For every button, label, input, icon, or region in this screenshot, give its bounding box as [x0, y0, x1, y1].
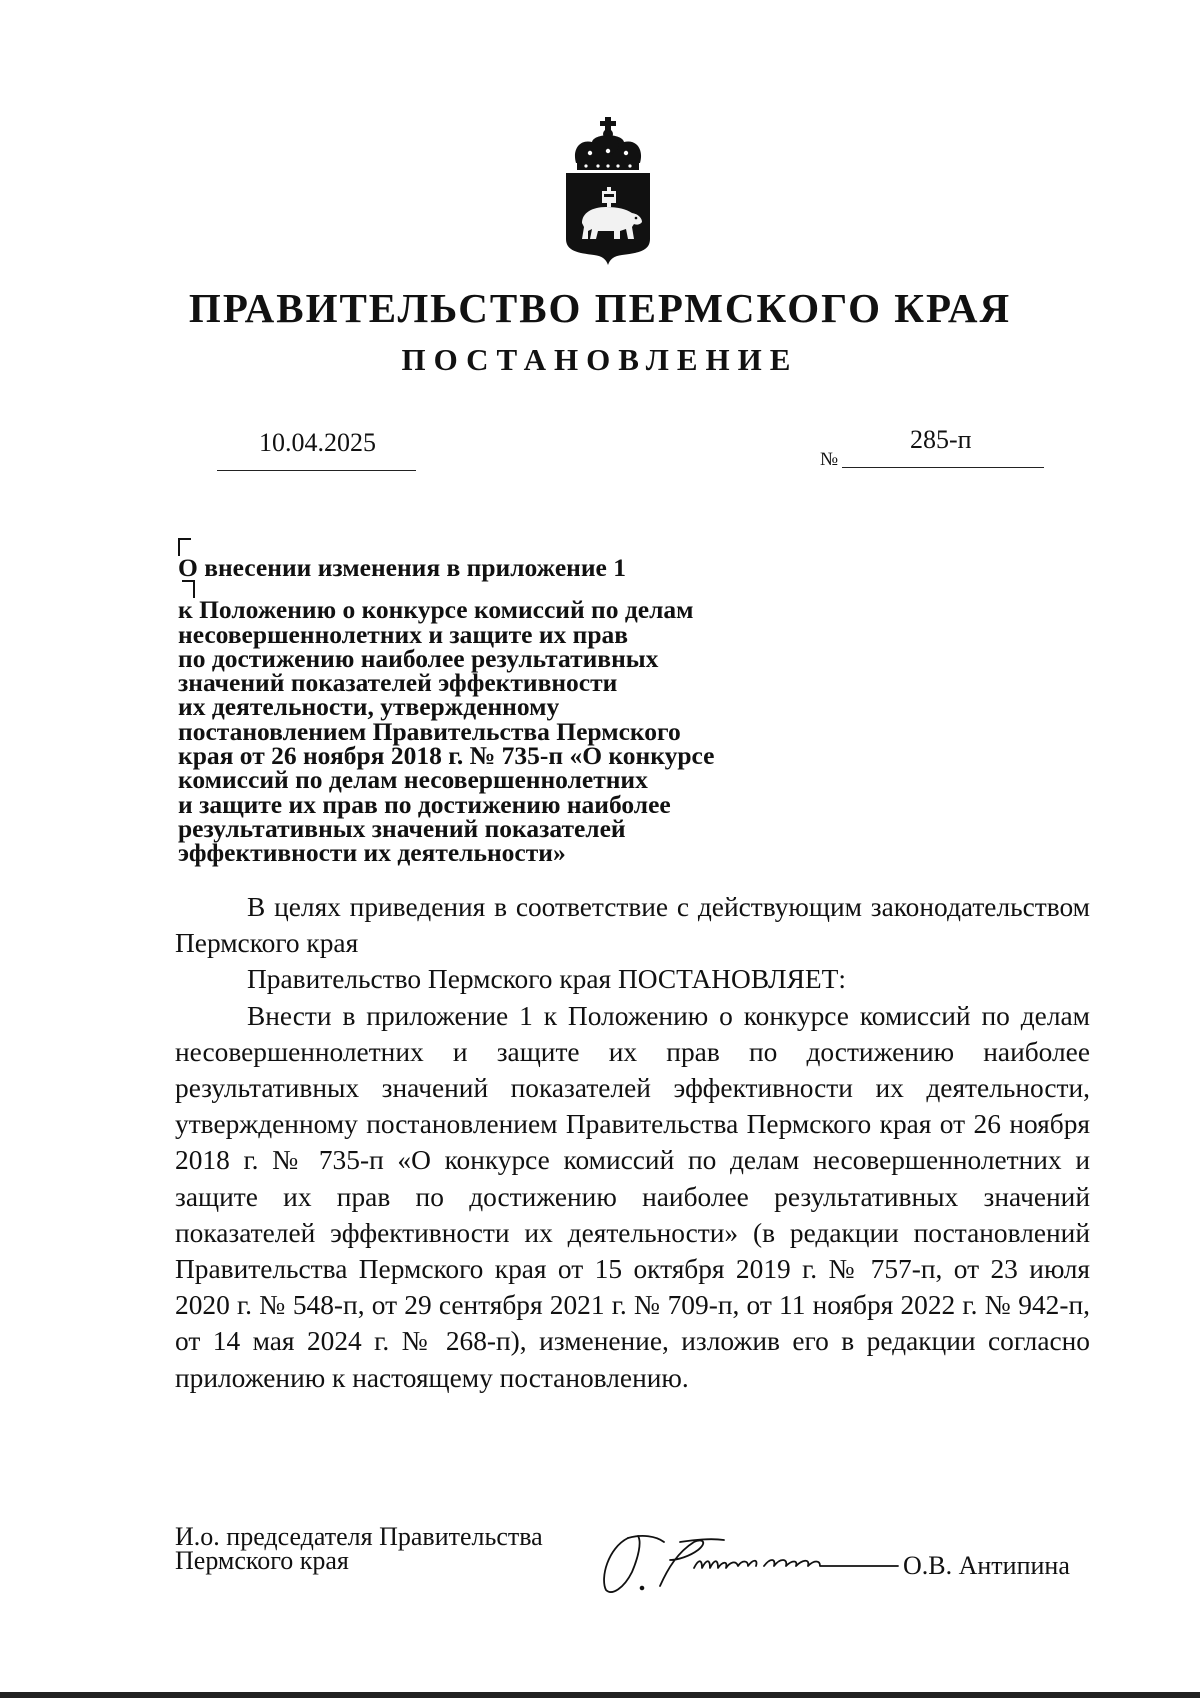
subject-line: эффективности их деятельности» [178, 838, 566, 868]
subject-line: к Положению о конкурсе комиссий по делам [178, 595, 694, 625]
document-type: ПОСТАНОВЛЕНИЕ [401, 342, 799, 377]
document-date: 10.04.2025 [259, 428, 376, 457]
document-number-field [842, 425, 1044, 468]
document-number: 285-п [910, 425, 972, 454]
subject-line: О внесении изменения в приложение 1 [178, 538, 818, 598]
government-title: ПРАВИТЕЛЬСТВО ПЕРМСКОГО КРАЯ [188, 285, 1012, 331]
subject-line: по достижению наиболее результативных [178, 643, 659, 673]
signer-position-line: И.о. председателя Правительства [175, 1522, 543, 1551]
document-body [175, 889, 1090, 1396]
subject-line: их деятельности, утвержденному [178, 692, 560, 722]
subject-line: постановлением Правительства Пермского [178, 716, 681, 746]
subject-line: и защите их прав по достижению наиболее [178, 789, 671, 819]
subject-line: комиссий по делам несовершеннолетних [178, 765, 648, 795]
body-paragraph-main: Внести в приложение 1 к Положению о конкурсе комиссий по делам несовершеннолетних и защите их прав по достижению наиболее результативных значений показателей эффективности их деятельности, утвержденному постановлением Правительства Пермского края от 26 ноября 2018 г. № 735-п «О конкурсе комиссий по делам несовершеннолетних и защите их прав по достижению наиболее результативных значений показателей эффективности их деятельности» (в редакции постановлений Правительства Пермского края от 15 октября 2019 г. № 757-п, от 23 июля 2020 г. № 548-п, от 29 сентября 2021 г. № 709-п, от 11 ноября 2022 г. № 942-п, от 14 мая 2024 г. № 268-п), изменение, изложив его в редакции согласно приложению к настоящему постановлению. [175, 1000, 1090, 1393]
subject-line: несовершеннолетних и защите их прав [178, 619, 629, 649]
body-paragraph-preamble: В целях приведения в соответствие с действующим законодательством Пермского края [175, 892, 1090, 959]
document-date-field [217, 428, 416, 471]
document-subject [178, 538, 818, 866]
body-paragraph-resolution: Правительство Пермского края ПОСТАНОВЛЯЕТ: [247, 964, 846, 995]
signer-position [175, 1522, 543, 1575]
subject-line: края от 26 ноября 2018 г. № 735-п «О конкурсе [178, 741, 715, 771]
coat-of-arms-icon [562, 115, 654, 267]
handwritten-signature-icon [598, 1528, 908, 1596]
subject-line: результативных значений показателей [178, 813, 626, 843]
signer-name: О.В. Антипина [903, 1551, 1070, 1580]
signer-position-line: Пермского края [175, 1546, 349, 1575]
subject-line: значений показателей эффективности [178, 668, 618, 698]
page-bottom-edge [0, 1692, 1200, 1698]
number-sign: № [820, 449, 839, 470]
